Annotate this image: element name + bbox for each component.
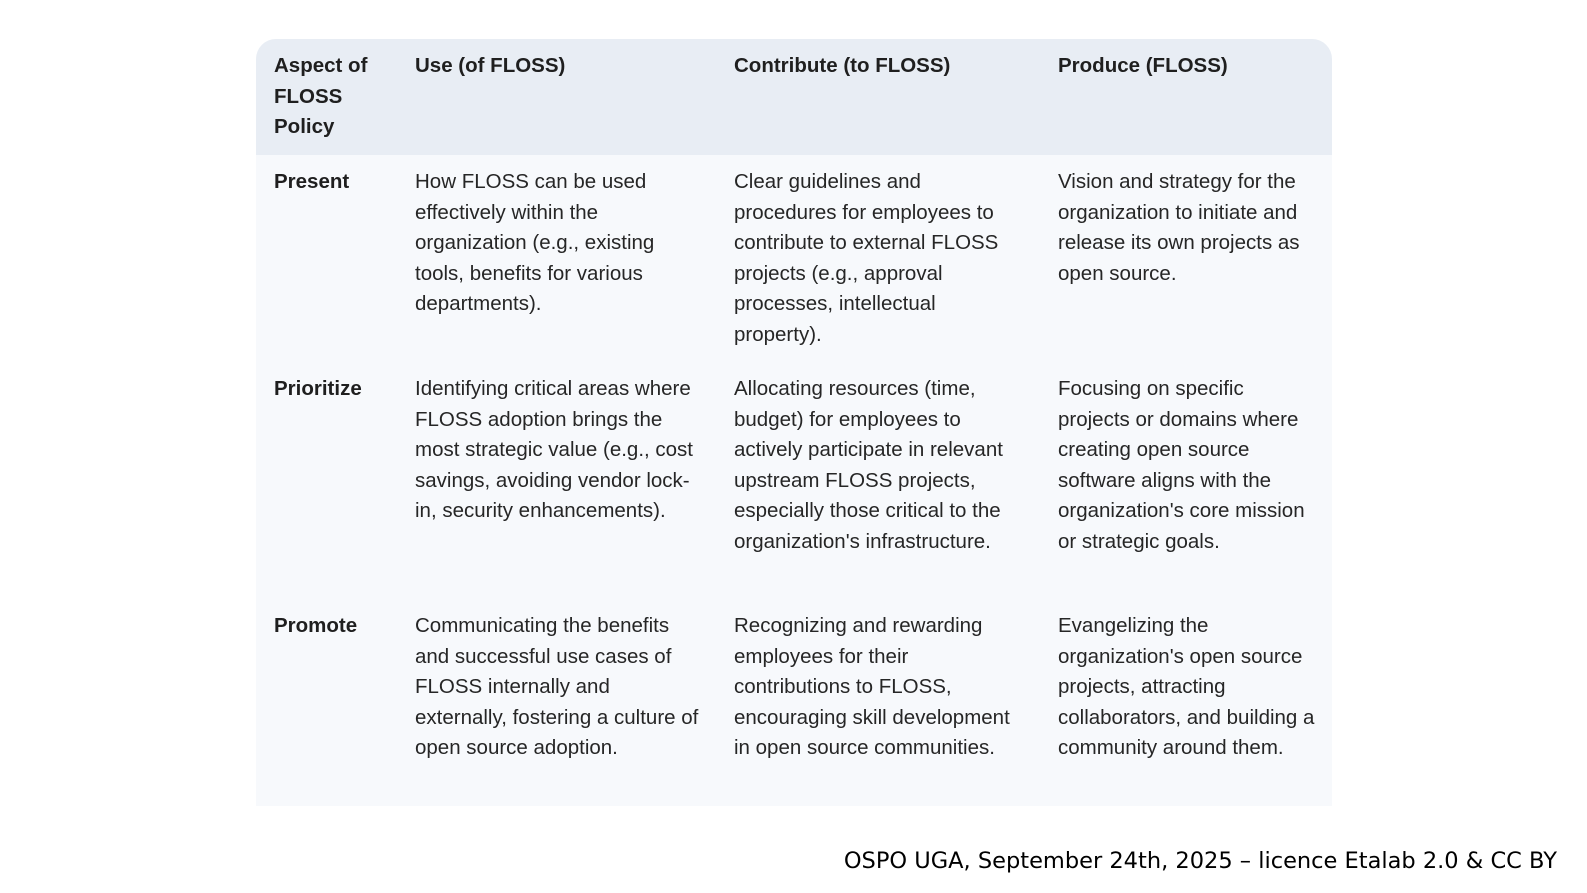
header-use: Use (of FLOSS) [415,54,566,77]
cell-promote-contribute: Recognizing and rewarding employees for their contributions to FLOSS, encouraging skill development in open source communities. [734,614,1010,759]
header-produce: Produce (FLOSS) [1058,54,1228,77]
floss-policy-table-container [256,39,1332,806]
floss-policy-table [256,39,1332,806]
table-row-present [256,155,1332,362]
cell-present-contribute: Clear guidelines and procedures for employees to contribute to external FLOSS projects (e.g., approval processes, intellectual property). [734,170,999,346]
cell-promote-produce: Evangelizing the organization's open source projects, attracting collaborators, and building a community around them. [1058,614,1315,759]
row-label-present: Present [274,170,350,193]
row-label-promote: Promote [274,614,358,637]
cell-promote-use: Communicating the benefits and successful use cases of FLOSS internally and externally, fostering a culture of open source adoption. [415,614,699,759]
footer-credit: OSPO UGA, September 24th, 2025 – licence Etalab 2.0 & CC BY [843,848,1557,874]
table-body [256,155,1332,806]
cell-prioritize-contribute: Allocating resources (time, budget) for employees to actively participate in relevant upstream FLOSS projects, especially those critical to the organization's infrastructure. [734,377,1003,553]
table-header [256,39,1332,155]
cell-prioritize-produce: Focusing on specific projects or domains where creating open source software aligns with the organization's core mission or strategic goals. [1058,377,1305,553]
cell-prioritize-use: Identifying critical areas where FLOSS adoption brings the most strategic value (e.g., cost savings, avoiding vendor lock-in, security enhancements). [415,377,694,522]
table-row-promote [256,599,1332,806]
cell-present-produce: Vision and strategy for the organization to initiate and release its own projects as open source. [1058,170,1300,285]
row-label-prioritize: Prioritize [274,377,362,400]
header-contribute: Contribute (to FLOSS) [734,54,951,77]
table-row-prioritize [256,362,1332,599]
cell-present-use: How FLOSS can be used effectively within the organization (e.g., existing tools, benefits for various departments). [415,170,655,315]
header-aspect: Aspect of FLOSS Policy [274,54,368,138]
header-row [256,39,1332,155]
